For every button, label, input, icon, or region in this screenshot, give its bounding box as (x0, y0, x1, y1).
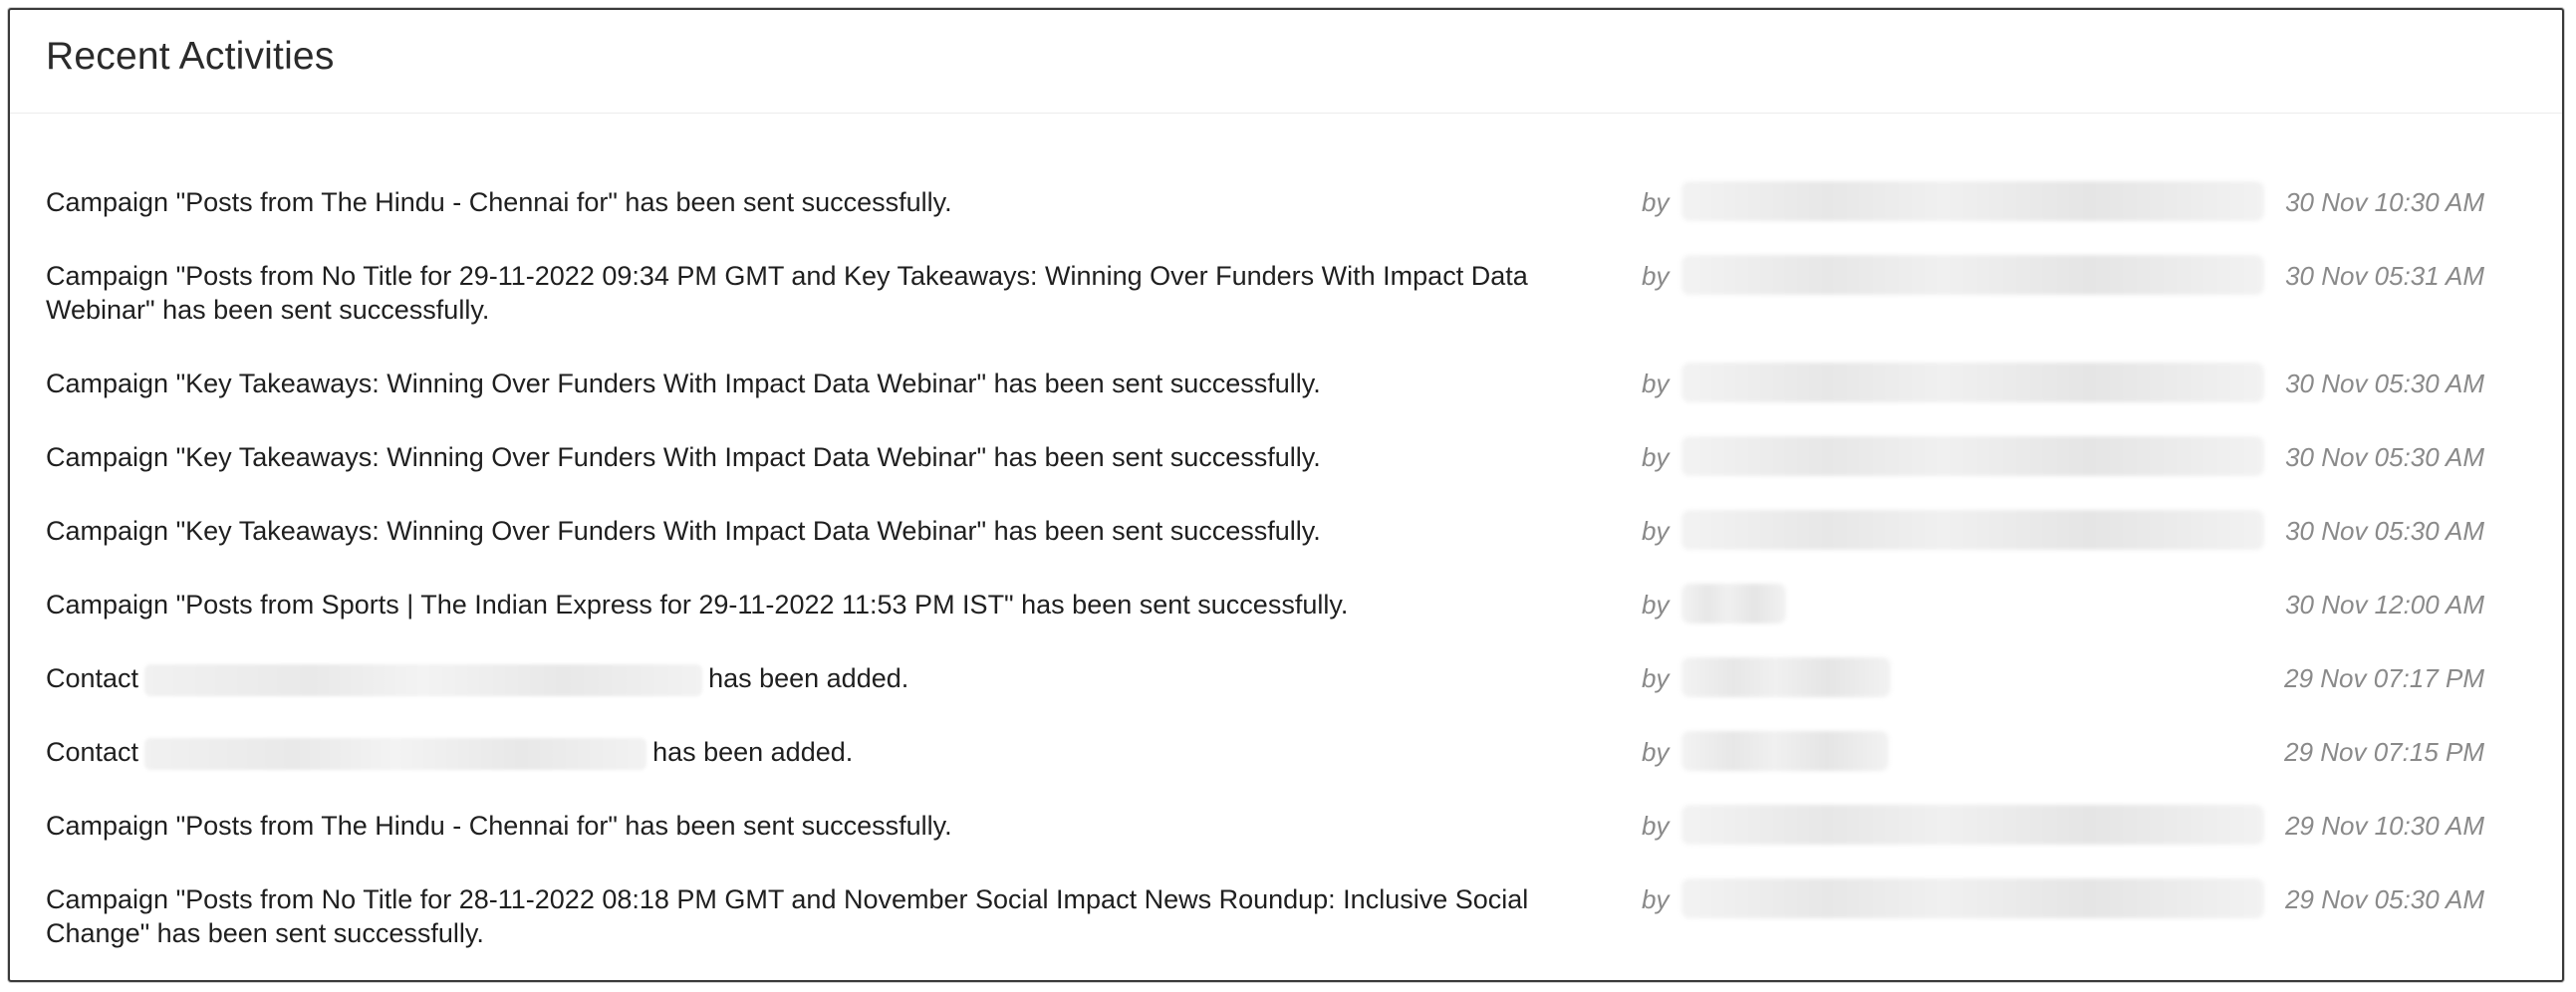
activity-timestamp: 29 Nov 05:30 AM (2285, 884, 2484, 914)
activity-text: Campaign "Posts from The Hindu - Chennai for" has been sent successfully. (46, 811, 952, 841)
redacted-user (1681, 363, 2264, 402)
activity-text (46, 735, 1600, 770)
activity-timestamp: 30 Nov 10:30 AM (2285, 187, 2484, 217)
activity-timestamp: 30 Nov 12:00 AM (2285, 590, 2484, 620)
panel-header (10, 10, 2562, 114)
redacted-user (1681, 878, 2264, 918)
by-label: by (1642, 663, 1670, 693)
panel-title: Recent Activities (46, 34, 335, 78)
activity-text-prefix: Contact (46, 663, 139, 693)
activity-text: Campaign "Key Takeaways: Winning Over Funders With Impact Data Webinar" has been sent successfully. (46, 442, 1321, 472)
by-label: by (1642, 590, 1670, 620)
redacted-user (1681, 255, 2264, 295)
activity-text: Campaign "Key Takeaways: Winning Over Funders With Impact Data Webinar" has been sent successfully. (46, 516, 1321, 546)
by-label: by (1642, 516, 1670, 546)
activity-text-prefix: Contact (46, 737, 139, 767)
by-label: by (1642, 442, 1670, 472)
redacted-user (1681, 436, 2264, 476)
activity-text (46, 661, 1600, 696)
activity-timestamp: 30 Nov 05:31 AM (2285, 261, 2484, 291)
activity-timestamp: 30 Nov 05:30 AM (2285, 516, 2484, 546)
activity-timestamp: 29 Nov 07:17 PM (2284, 663, 2484, 693)
by-label: by (1642, 261, 1670, 291)
redacted-user (1681, 584, 1786, 623)
redacted-user (1681, 181, 2264, 221)
activity-timestamp: 30 Nov 05:30 AM (2285, 442, 2484, 472)
redacted-contact (144, 664, 702, 696)
activity-text: Campaign "Key Takeaways: Winning Over Funders With Impact Data Webinar" has been sent successfully. (46, 369, 1321, 398)
activity-text: Campaign "Posts from No Title for 29-11-2022 09:34 PM GMT and Key Takeaways: Winning Over Funders With Impact Data Webinar" has been sent successfully. (46, 261, 1528, 325)
activity-text: Campaign "Posts from No Title for 28-11-2022 08:18 PM GMT and November Social Impact News Roundup: Inclusive Social Change" has been sent successfully. (46, 884, 1529, 948)
redacted-user (1681, 805, 2264, 845)
by-label: by (1642, 884, 1670, 914)
activity-text-suffix: has been added. (652, 737, 854, 767)
activity-timestamp: 30 Nov 05:30 AM (2285, 369, 2484, 398)
activity-timestamp: 29 Nov 07:15 PM (2284, 737, 2484, 767)
by-label: by (1642, 369, 1670, 398)
by-label: by (1642, 187, 1670, 217)
redacted-user (1681, 657, 1891, 697)
activity-text: Campaign "Posts from The Hindu - Chennai for" has been sent successfully. (46, 187, 952, 217)
redacted-user (1681, 731, 1889, 771)
activity-text-suffix: has been added. (708, 663, 909, 693)
recent-activities-panel (8, 8, 2564, 982)
by-label: by (1642, 737, 1670, 767)
redacted-contact (144, 738, 646, 770)
by-label: by (1642, 811, 1670, 841)
redacted-user (1681, 510, 2264, 550)
activity-timestamp: 29 Nov 10:30 AM (2285, 811, 2484, 841)
activity-text: Campaign "Posts from Sports | The Indian Express for 29-11-2022 11:53 PM IST" has been sent successfully. (46, 590, 1349, 620)
